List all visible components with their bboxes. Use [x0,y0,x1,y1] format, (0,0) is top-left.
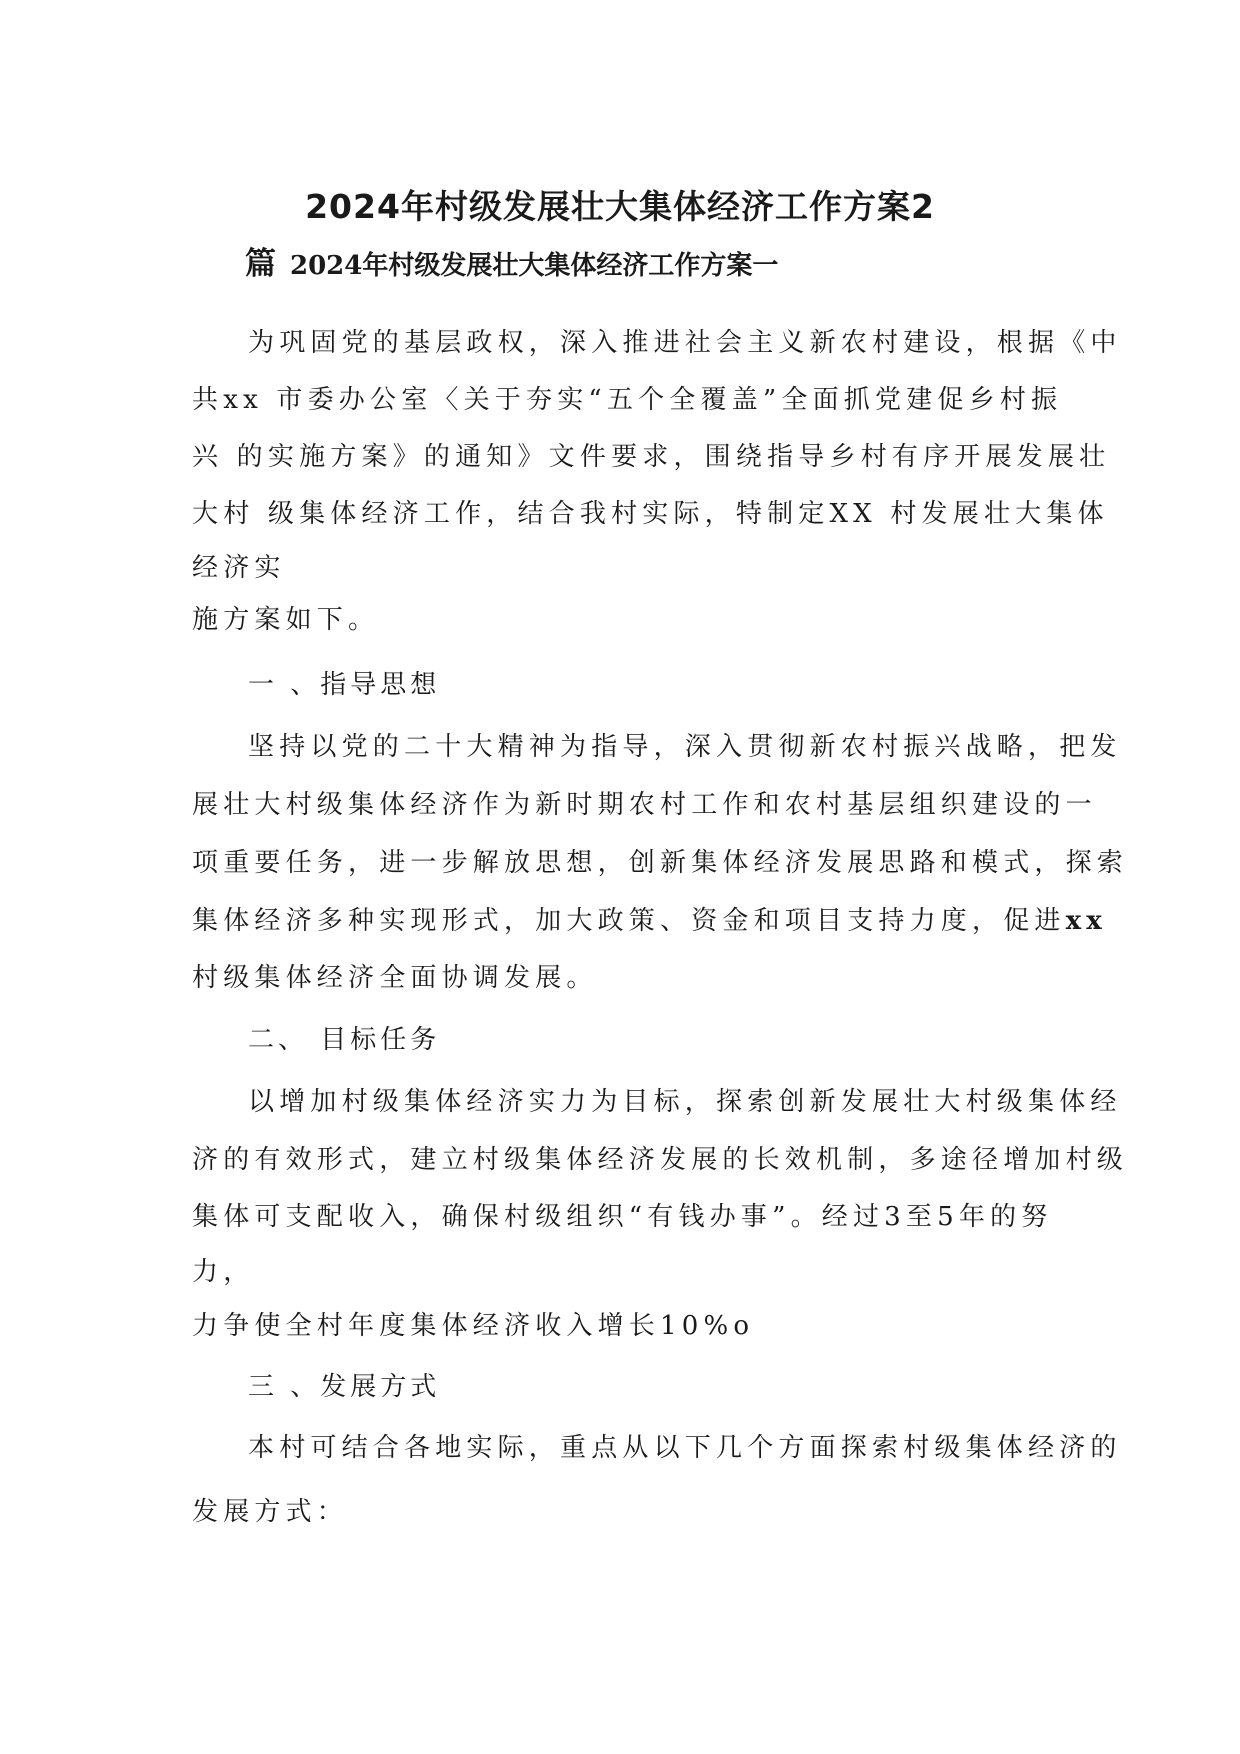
section-line: 济的有效形式，建立村级集体经济发展的长效机制，多途径增加村级 [192,1145,1129,1175]
section-line: 以增加村级集体经济实力为目标，探索创新发展壮大村级集体经 [248,1087,1122,1117]
section-line-text: 集体经济多种实现形式，加大政策、资金和项目支持力度，促进 [192,906,1066,936]
subtitle-text: 2024年村级发展壮大集体经济工作方案一 [290,251,779,281]
section-line: 展壮大村级集体经济作为新时期农村工作和农村基层组织建设的一 [192,790,1097,820]
section-line: 力争使全村年度集体经济收入增长10%o [192,1311,755,1341]
section-line: 发展方式： [192,1497,349,1527]
section-line: 力， [192,1257,255,1287]
intro-line: 共xx 市委办公室〈关于夯实“五个全覆盖”全面抓党建促乡村振 [192,385,1063,415]
subtitle-lead: 篇 [245,246,276,282]
section-heading: 二、 目标任务 [248,1025,441,1055]
section-line: 村级集体经济全面协调发展。 [192,963,598,993]
bold-placeholder: xx [1065,906,1108,936]
intro-line: 经济实 [192,553,286,583]
document-title: 2024年村级发展壮大集体经济工作方案2 [305,187,935,226]
intro-line: 兴 的实施方案》的通知》文件要求，围绕指导乡村有序开展发展壮 [192,442,1111,472]
section-line: 本村可结合各地实际，重点从以下几个方面探索村级集体经济的 [248,1433,1122,1463]
section-line-with-bold [192,901,1107,941]
section-line: 集体可支配收入，确保村级组织“有钱办事”。经过3至5年的努 [192,1202,1053,1232]
intro-line: 施方案如下。 [192,605,380,635]
section-line: 项重要任务，进一步解放思想，创新集体经济发展思路和模式，探索 [192,848,1129,878]
section-heading: 三 、发展方式 [248,1372,441,1402]
section-line: 坚持以党的二十大精神为指导，深入贯彻新农村振兴战略，把发 [248,732,1122,762]
document-subtitle [245,244,778,286]
intro-line: 为巩固党的基层政权，深入推进社会主义新农村建设，根据《中 [248,328,1122,358]
intro-line: 大村 级集体经济工作，结合我村实际，特制定XX 村发展壮大集体 [192,499,1109,529]
section-heading: 一 、指导思想 [248,670,441,700]
